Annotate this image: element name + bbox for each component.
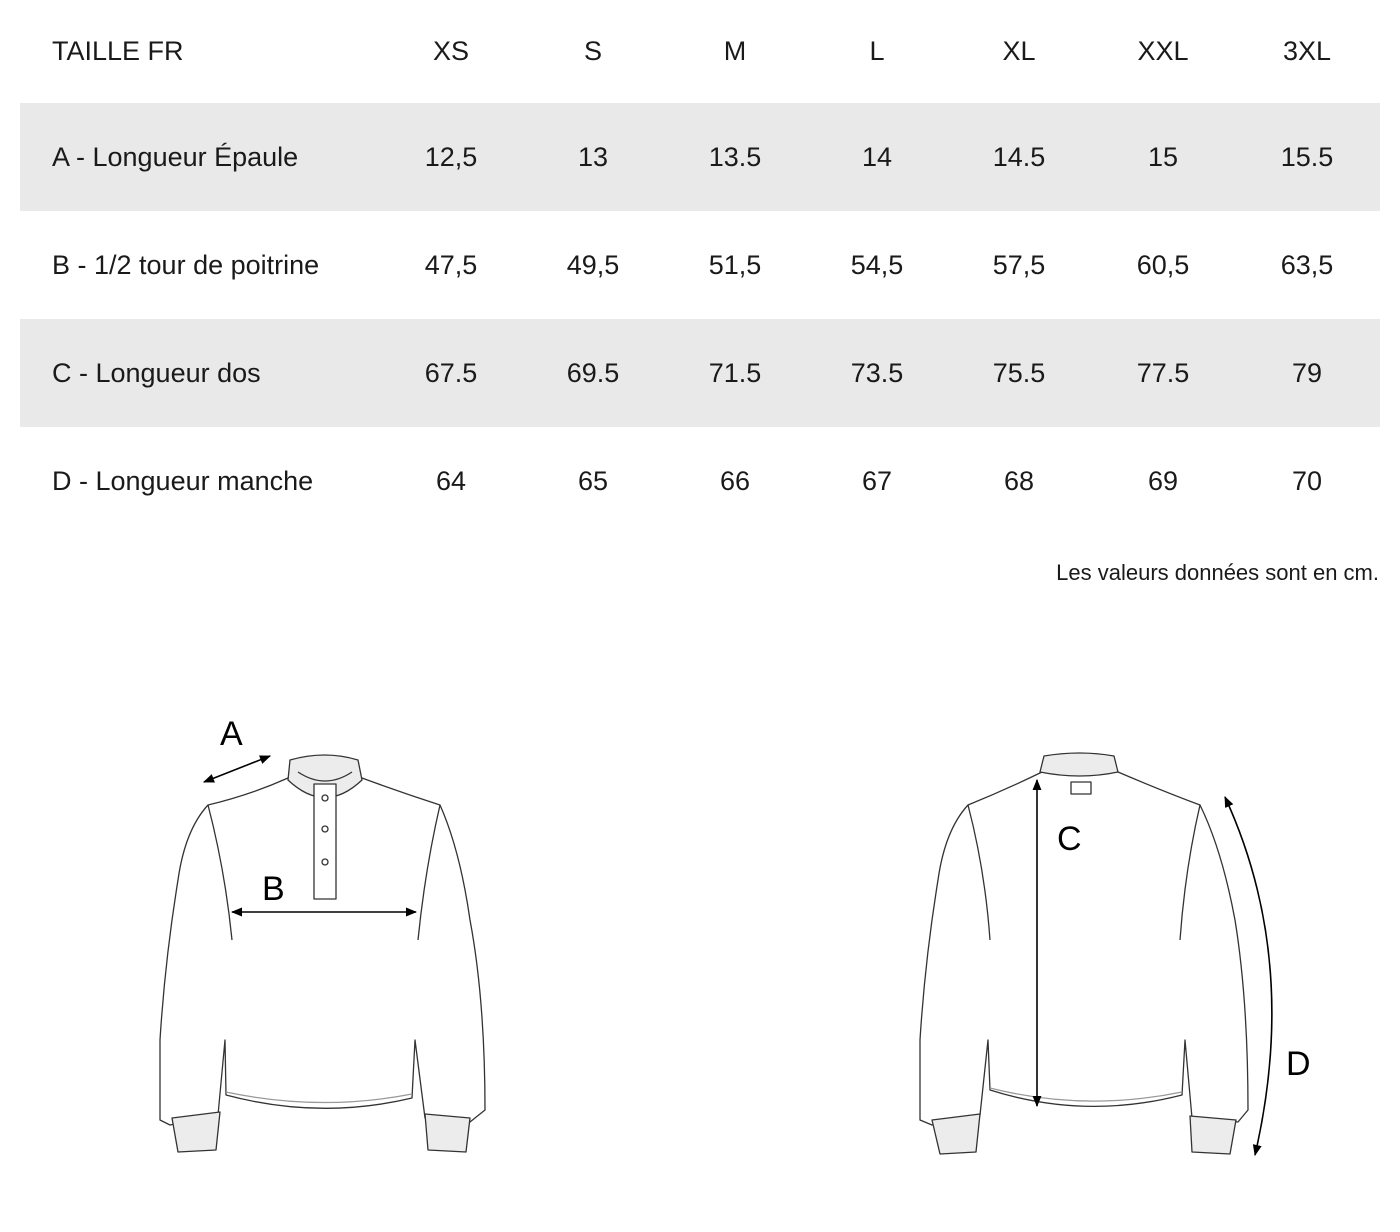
- size-header: L: [869, 36, 885, 66]
- table-cell: 60,5: [1136, 249, 1190, 280]
- table-cell: 15.5: [1280, 141, 1334, 172]
- table-cell: 14: [861, 141, 893, 172]
- table-cell: 75.5: [992, 357, 1046, 388]
- table-cell: 71.5: [708, 357, 762, 388]
- row-label: A - Longueur Épaule: [52, 141, 299, 172]
- garment-diagram: [0, 600, 1400, 1232]
- table-cell: 67: [861, 465, 893, 496]
- table-cell: 79: [1291, 357, 1323, 388]
- table-cell: 51,5: [708, 249, 762, 280]
- table-cell: 54,5: [850, 249, 904, 280]
- table-cell: 15: [1147, 141, 1179, 172]
- table-cell: 70: [1291, 465, 1323, 496]
- table-row: [20, 211, 1380, 319]
- table-cell: 67.5: [424, 357, 478, 388]
- label-a: A: [220, 715, 243, 753]
- front-shirt-illustration: [160, 755, 485, 1152]
- table-cell: 77.5: [1136, 357, 1190, 388]
- table-cell: 12,5: [424, 141, 478, 172]
- size-header: M: [723, 36, 747, 66]
- table-cell: 13.5: [708, 141, 762, 172]
- label-d: D: [1286, 1045, 1311, 1083]
- table-cell: 57,5: [992, 249, 1046, 280]
- size-header: XXL: [1137, 36, 1189, 66]
- unit-note: Les valeurs données sont en cm.: [1056, 560, 1379, 585]
- table-header-row: [20, 0, 1380, 103]
- table-cell: 69: [1147, 465, 1179, 496]
- table-cell: 66: [719, 465, 751, 496]
- header-label: TAILLE FR: [52, 36, 184, 66]
- size-header: XS: [432, 36, 470, 66]
- size-table: [20, 0, 1380, 535]
- table-cell: 14.5: [992, 141, 1046, 172]
- label-c: C: [1057, 820, 1082, 858]
- label-b: B: [262, 870, 285, 908]
- table-cell: 47,5: [424, 249, 478, 280]
- back-shirt-illustration: [920, 753, 1248, 1154]
- table-cell: 63,5: [1280, 249, 1334, 280]
- table-cell: 65: [577, 465, 609, 496]
- table-cell: 13: [577, 141, 609, 172]
- row-label: C - Longueur dos: [52, 357, 261, 388]
- size-header: XL: [1002, 36, 1036, 66]
- table-cell: 49,5: [566, 249, 620, 280]
- table-cell: 73.5: [850, 357, 904, 388]
- row-label: D - Longueur manche: [52, 465, 314, 496]
- table-row: [20, 103, 1380, 211]
- size-header: 3XL: [1282, 36, 1332, 66]
- table-row: [20, 319, 1380, 427]
- size-header: S: [583, 36, 602, 66]
- table-row: [20, 427, 1380, 535]
- table-cell: 64: [435, 465, 467, 496]
- row-label: B - 1/2 tour de poitrine: [52, 249, 320, 280]
- table-cell: 68: [1003, 465, 1035, 496]
- table-cell: 69.5: [566, 357, 620, 388]
